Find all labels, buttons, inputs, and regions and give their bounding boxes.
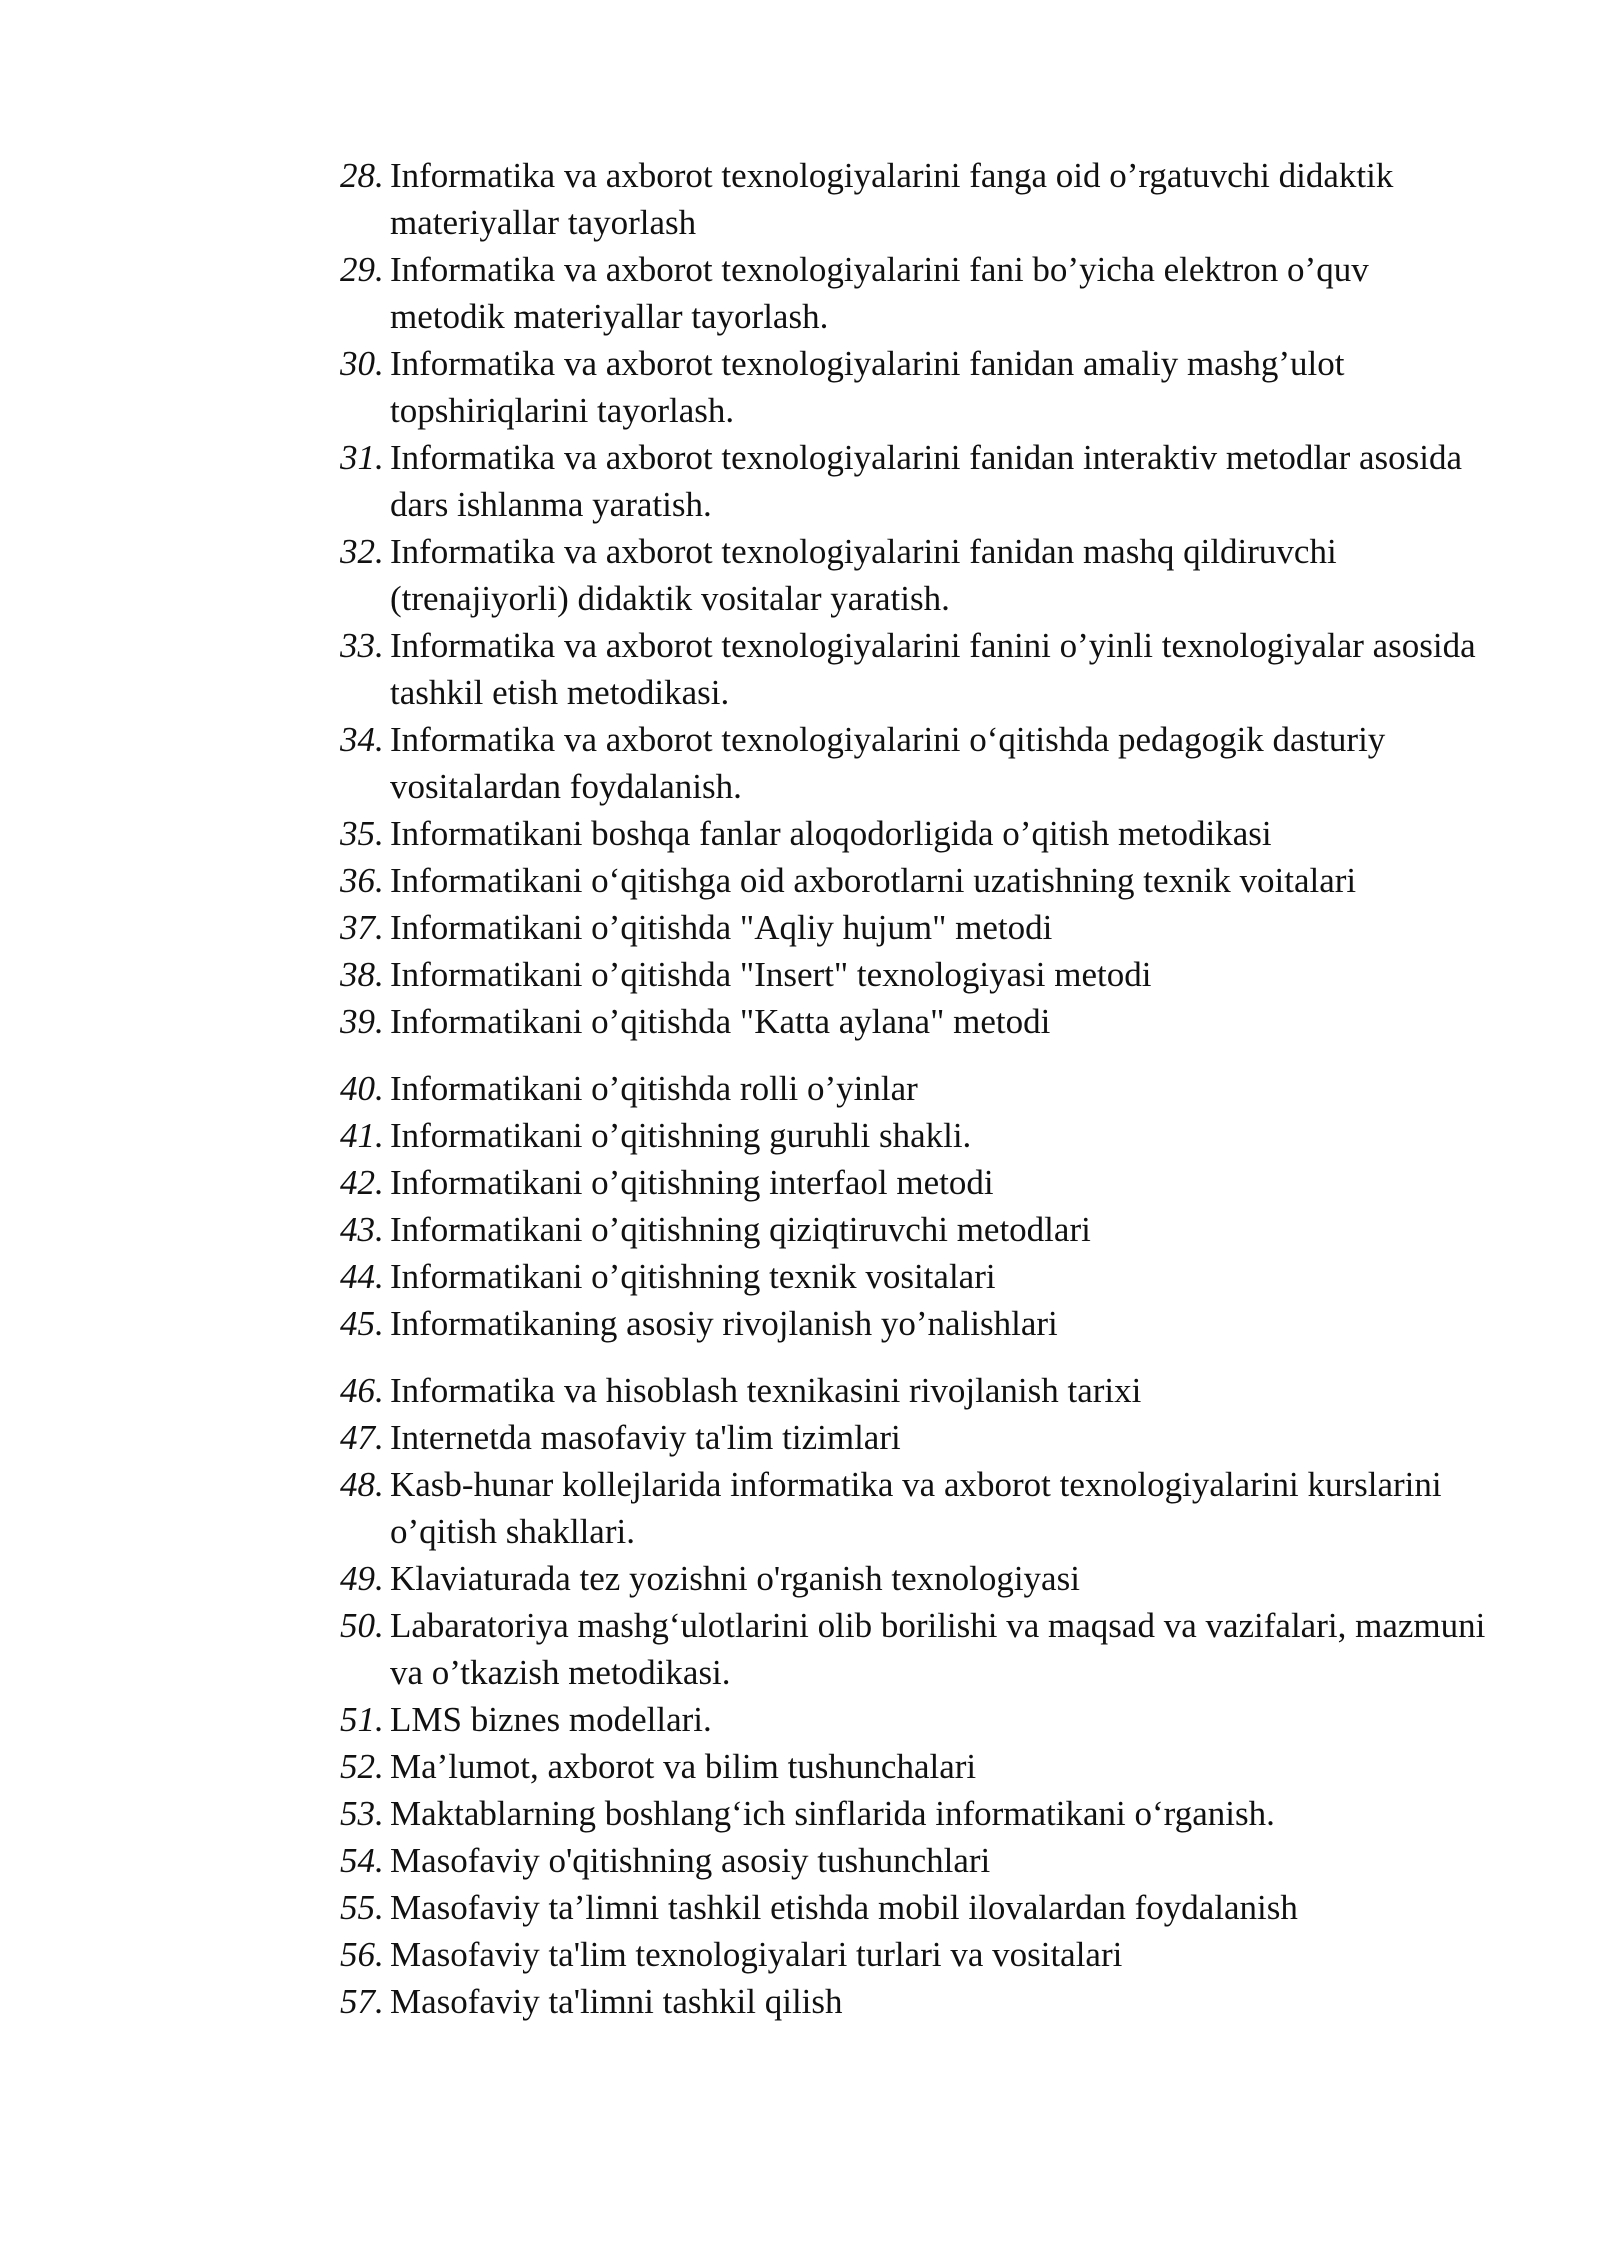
item-text: Informatikani o’qitishning interfaol metodi <box>390 1163 994 1202</box>
item-text: Informatikani o’qitishning qiziqtiruvchi metodlari <box>390 1210 1091 1249</box>
item-number: 47. <box>340 1418 384 1457</box>
item-number: 31. <box>340 438 384 477</box>
item-number: 54. <box>340 1841 384 1880</box>
list-item <box>340 1978 1490 2025</box>
item-text: Informatikani o’qitishda "Katta aylana" metodi <box>390 1002 1051 1041</box>
item-number: 35. <box>340 814 384 853</box>
item-text: Informatikani o’qitishda "Insert" texnologiyasi metodi <box>390 955 1152 994</box>
item-text: Masofaviy o'qitishning asosiy tushunchlari <box>390 1841 991 1880</box>
item-number: 43. <box>340 1210 384 1249</box>
list-item <box>340 951 1490 998</box>
item-number: 38. <box>340 955 384 994</box>
item-number: 50. <box>340 1606 384 1645</box>
list-item <box>340 1884 1490 1931</box>
item-text: Labaratoriya mashg‘ulotlarini olib borilishi va maqsad va vazifalari, mazmuni va o’tkazish metodikasi. <box>390 1606 1486 1692</box>
item-number: 49. <box>340 1559 384 1598</box>
item-text: Informatikani o‘qitishga oid axborotlarni uzatishning texnik voitalari <box>390 861 1357 900</box>
item-text: Internetda masofaviy ta'lim tizimlari <box>390 1418 901 1457</box>
list-item <box>340 1367 1490 1414</box>
item-text: Informatika va axborot texnologiyalarini o‘qitishda pedagogik dasturiy vositalardan foydalanish. <box>390 720 1386 806</box>
list-item <box>340 528 1490 622</box>
list-item <box>340 1206 1490 1253</box>
item-number: 36. <box>340 861 384 900</box>
item-text: Informatikani o’qitishning texnik vositalari <box>390 1257 996 1296</box>
list-item <box>340 1931 1490 1978</box>
item-number: 45. <box>340 1304 384 1343</box>
item-text: Informatikani o’qitishda "Aqliy hujum" metodi <box>390 908 1053 947</box>
list-item <box>340 1461 1490 1555</box>
item-number: 34. <box>340 720 384 759</box>
topic-list <box>340 152 1490 2025</box>
item-text: Informatika va axborot texnologiyalarini fanidan mashq qildiruvchi (trenajiyorli) didaktik vositalar yaratish. <box>390 532 1337 618</box>
item-number: 52. <box>340 1747 384 1786</box>
item-text: Informatikani o’qitishning guruhli shakli. <box>390 1116 972 1155</box>
list-item <box>340 1555 1490 1602</box>
item-text: Informatikani o’qitishda rolli o’yinlar <box>390 1069 918 1108</box>
list-item <box>340 1790 1490 1837</box>
item-number: 48. <box>340 1465 384 1504</box>
list-item <box>340 904 1490 951</box>
item-text: Klaviaturada tez yozishni o'rganish texnologiyasi <box>390 1559 1080 1598</box>
item-text: Masofaviy ta'limni tashkil qilish <box>390 1982 843 2021</box>
list-item <box>340 1253 1490 1300</box>
item-number: 41. <box>340 1116 384 1155</box>
item-text: Informatika va axborot texnologiyalarini fanini o’yinli texnologiyalar asosida tashkil etish metodikasi. <box>390 626 1476 712</box>
list-item <box>340 622 1490 716</box>
list-item <box>340 1414 1490 1461</box>
list-item <box>340 810 1490 857</box>
item-text: LMS biznes modellari. <box>390 1700 712 1739</box>
item-text: Masofaviy ta’limni tashkil etishda mobil ilovalardan foydalanish <box>390 1888 1298 1927</box>
list-item <box>340 1837 1490 1884</box>
list-item <box>340 1065 1490 1112</box>
list-item <box>340 152 1490 246</box>
item-number: 40. <box>340 1069 384 1108</box>
list-item <box>340 1743 1490 1790</box>
item-number: 46. <box>340 1371 384 1410</box>
item-number: 55. <box>340 1888 384 1927</box>
list-item <box>340 434 1490 528</box>
item-text: Informatikaning asosiy rivojlanish yo’nalishlari <box>390 1304 1058 1343</box>
list-item <box>340 857 1490 904</box>
item-text: Ma’lumot, axborot va bilim tushunchalari <box>390 1747 977 1786</box>
item-number: 30. <box>340 344 384 383</box>
item-number: 39. <box>340 1002 384 1041</box>
item-number: 51. <box>340 1700 384 1739</box>
item-number: 32. <box>340 532 384 571</box>
item-text: Informatika va axborot texnologiyalarini fanga oid o’rgatuvchi didaktik materiyallar tayorlash <box>390 156 1394 242</box>
item-text: Kasb-hunar kollejlarida informatika va axborot texnologiyalarini kurslarini o’qitish shakllari. <box>390 1465 1442 1551</box>
item-text: Masofaviy ta'lim texnologiyalari turlari va vositalari <box>390 1935 1123 1974</box>
list-item <box>340 716 1490 810</box>
item-text: Informatika va axborot texnologiyalarini fani bo’yicha elektron o’quv metodik materiyallar tayorlash. <box>390 250 1369 336</box>
list-item <box>340 998 1490 1045</box>
item-number: 42. <box>340 1163 384 1202</box>
item-text: Informatikani boshqa fanlar aloqodorligida o’qitish metodikasi <box>390 814 1272 853</box>
item-text: Informatika va axborot texnologiyalarini fanidan amaliy mashg’ulot topshiriqlarini tayorlash. <box>390 344 1345 430</box>
item-number: 37. <box>340 908 384 947</box>
item-number: 56. <box>340 1935 384 1974</box>
item-number: 29. <box>340 250 384 289</box>
list-item <box>340 1300 1490 1347</box>
list-item <box>340 1602 1490 1696</box>
list-item <box>340 1696 1490 1743</box>
item-text: Informatika va axborot texnologiyalarini fanidan interaktiv metodlar asosida dars ishlanma yaratish. <box>390 438 1463 524</box>
item-number: 57. <box>340 1982 384 2021</box>
item-number: 28. <box>340 156 384 195</box>
list-item <box>340 1112 1490 1159</box>
item-number: 44. <box>340 1257 384 1296</box>
list-item <box>340 1159 1490 1206</box>
list-item <box>340 340 1490 434</box>
item-number: 33. <box>340 626 384 665</box>
list-item <box>340 246 1490 340</box>
item-number: 53. <box>340 1794 384 1833</box>
item-text: Maktablarning boshlang‘ich sinflarida informatikani o‘rganish. <box>390 1794 1275 1833</box>
item-text: Informatika va hisoblash texnikasini rivojlanish tarixi <box>390 1371 1142 1410</box>
